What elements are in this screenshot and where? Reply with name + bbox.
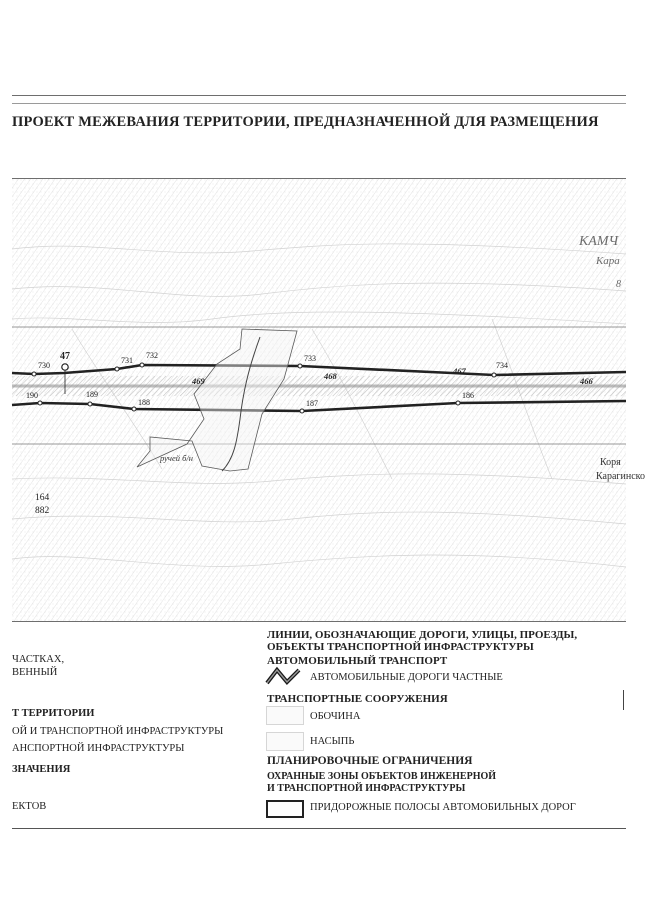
page-title: ПРОЕКТ МЕЖЕВАНИЯ ТЕРРИТОРИИ, ПРЕДНАЗНАЧЕННОЙ ДЛЯ РАЗМЕЩЕНИЯ (12, 114, 599, 130)
region-sublabel: Кара (596, 255, 620, 267)
legend-item-private-roads: АВТОМОБИЛЬНЫЕ ДОРОГИ ЧАСТНЫЕ (310, 672, 503, 683)
legend-left-line-3: Т ТЕРРИТОРИИ (12, 708, 95, 719)
legend-item-embankment: НАСЫПЬ (310, 736, 355, 747)
upper-point-label: 734 (496, 361, 508, 370)
lower-point-label: 188 (138, 398, 150, 407)
private-roads-swatch (265, 667, 303, 685)
bottom-rule (12, 828, 626, 829)
road-picket-label: 468 (324, 371, 337, 381)
road-picket-label: 466 (580, 376, 593, 386)
lower-point-label: 189 (86, 390, 98, 399)
map-view[interactable] (12, 179, 645, 621)
legend-left-line-7: ЕКТОВ (12, 801, 47, 812)
legend-subheader-auto: АВТОМОБИЛЬНЫЙ ТРАНСПОРТ (267, 655, 448, 667)
lower-point-label: 186 (462, 391, 474, 400)
embankment-swatch (266, 732, 304, 751)
parcel-number-1: 164 (35, 493, 50, 503)
road-picket-label: 467 (453, 366, 466, 376)
legend-left-line-5: АНСПОРТНОЙ ИНФРАСТРУКТУРЫ (12, 743, 185, 754)
map-svg (12, 179, 626, 621)
stream-label: ручей б/н (160, 453, 193, 463)
point-47-label: 47 (60, 351, 70, 362)
roadside-strip-swatch (266, 800, 304, 818)
upper-point-label: 731 (121, 356, 133, 365)
point-47-marker[interactable] (62, 364, 68, 370)
legend-subheader-zones-line-2: И ТРАНСПОРТНОЙ ИНФРАСТРУКТУРЫ (267, 783, 466, 794)
terrain-dots (12, 179, 626, 621)
legend-header-structures: ТРАНСПОРТНЫЕ СООРУЖЕНИЯ (267, 693, 448, 705)
upper-point-label: 732 (146, 351, 158, 360)
upper-point-label: 733 (304, 354, 316, 363)
place-label-1: Коря (600, 457, 621, 468)
parcel-number-2: 882 (35, 506, 50, 516)
legend-left-line-4: ОЙ И ТРАНСПОРТНОЙ ИНФРАСТРУКТУРЫ (12, 726, 224, 737)
map-bottom-rule (12, 621, 626, 622)
legend-left-line-6: ЗНАЧЕНИЯ (12, 764, 71, 775)
private-roads-icon (265, 667, 303, 685)
road-picket-label: 469 (192, 376, 205, 386)
upper-point-label: 730 (38, 361, 50, 370)
legend-header-roads-line-2: ОБЪЕКТЫ ТРАНСПОРТНОЙ ИНФРАСТРУКТУРЫ (267, 641, 534, 653)
region-digit: 8 (616, 279, 621, 290)
legend-right-border (623, 690, 624, 710)
legend-left-line-1: ЧАСТКАХ, (12, 654, 65, 665)
legend-item-roadside-strips: ПРИДОРОЖНЫЕ ПОЛОСЫ АВТОМОБИЛЬНЫХ ДОРОГ (310, 802, 576, 813)
lower-point-label: 187 (306, 399, 318, 408)
legend-header-roads-line-1: ЛИНИИ, ОБОЗНАЧАЮЩИЕ ДОРОГИ, УЛИЦЫ, ПРОЕЗДЫ, (267, 629, 578, 641)
lower-point-label: 190 (26, 391, 38, 400)
place-label-2: Карагинско (596, 471, 645, 482)
top-rule-2 (12, 103, 626, 104)
region-label: КАМЧ (579, 234, 619, 249)
top-rule-1 (12, 95, 626, 96)
legend-left-line-2: ВЕННЫЙ (12, 667, 58, 678)
shoulder-swatch (266, 706, 304, 725)
legend-header-restrictions: ПЛАНИРОВОЧНЫЕ ОГРАНИЧЕНИЯ (267, 755, 473, 767)
legend-subheader-zones-line-1: ОХРАННЫЕ ЗОНЫ ОБЪЕКТОВ ИНЖЕНЕРНОЙ (267, 771, 497, 782)
legend-item-shoulder: ОБОЧИНА (310, 711, 361, 722)
